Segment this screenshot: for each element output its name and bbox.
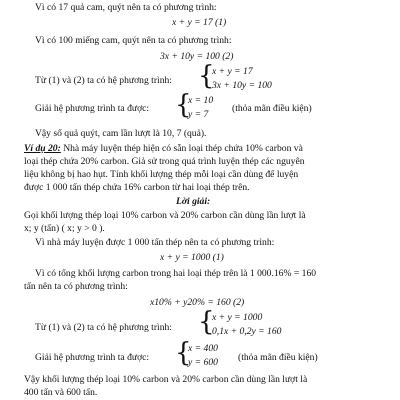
paragraph-line: 400 tấn và 600 tấn.	[24, 387, 98, 398]
paragraph-line: Từ (1) và (2) ta có hệ phương trình:	[35, 75, 172, 86]
equation-3: x + y = 1000 (1)	[160, 252, 224, 263]
paragraph-line: x; y (tấn) ( x; y > 0 ).	[24, 223, 105, 234]
system-row: 3x + 10y = 100	[212, 80, 272, 91]
paragraph-line: Vì có tổng khối lượng carbon trong hai loại thép trên là 1 000.16% = 160	[35, 268, 317, 279]
example-line: liệu không bị hao hụt. Tính khối lượng thép mỗi loại cần dùng để luyện	[24, 169, 299, 180]
equation-1: x + y = 17 (1)	[172, 17, 227, 28]
paragraph-line: Giải hệ phương trình ta được:	[35, 352, 150, 363]
example-line	[24, 143, 303, 155]
paragraph-line: Vì nhà máy luyện được 1 000 tấn thép nên ta có phương trình:	[35, 237, 275, 248]
example-title: Ví dụ 20:	[24, 143, 61, 154]
paragraph-line: Từ (1) và (2) ta có hệ phương trình:	[35, 322, 172, 333]
paragraph-line: Vậy khối lượng thép loại 10% carbon và 20% carbon cần dùng lần lượt là	[24, 374, 308, 385]
system-row: 0,1x + 0,2y = 160	[212, 326, 282, 337]
paragraph-line: Gọi khối lượng thép loại 10% carbon và 20% carbon cần dùng lần lượt là	[24, 210, 306, 221]
brace-symbol: {	[175, 338, 192, 368]
equation-2: 3x + 10y = 100 (2)	[160, 51, 234, 62]
example-text: Nhà máy luyện thép hiện có sẵn loại thép chứa 10% carbon và	[60, 143, 303, 154]
brace-symbol: {	[198, 307, 215, 337]
system-row: y = 600	[188, 357, 218, 368]
system-row: y = 7	[188, 109, 209, 120]
paragraph-line: Giải hệ phương trình ta được:	[35, 103, 150, 114]
system-row: x = 400	[188, 343, 218, 354]
condition-note: (thỏa mãn điều kiện)	[238, 352, 318, 363]
example-line: loại thép chứa 20% carbon. Giả sử trong quá trình luyện thép các nguyên	[24, 156, 305, 167]
paragraph-line: Vậy số quả quýt, cam lần lượt là 10, 7 (quả).	[35, 128, 207, 139]
paragraph-line: Vì có 17 quả cam, quýt nên ta có phương trình:	[35, 2, 217, 13]
system-row: x + y = 1000	[212, 312, 263, 323]
condition-note: (thỏa mãn điều kiện)	[232, 103, 312, 114]
system-row: x + y = 17	[212, 66, 253, 77]
paragraph-line: tấn nên ta có phương trình:	[24, 281, 128, 292]
paragraph-line: Vì có 100 miếng cam, quýt nên ta có phương trình:	[35, 35, 232, 46]
example-line: được 1 000 tấn thép chứa 16% carbon từ hai loại thép trên.	[24, 182, 250, 193]
brace-symbol: {	[198, 61, 215, 91]
solution-heading: Lời giải:	[176, 196, 211, 207]
equation-4: x10% + y20% = 160 (2)	[150, 297, 245, 308]
brace-symbol: {	[175, 90, 192, 120]
system-row: x = 10	[188, 95, 214, 106]
